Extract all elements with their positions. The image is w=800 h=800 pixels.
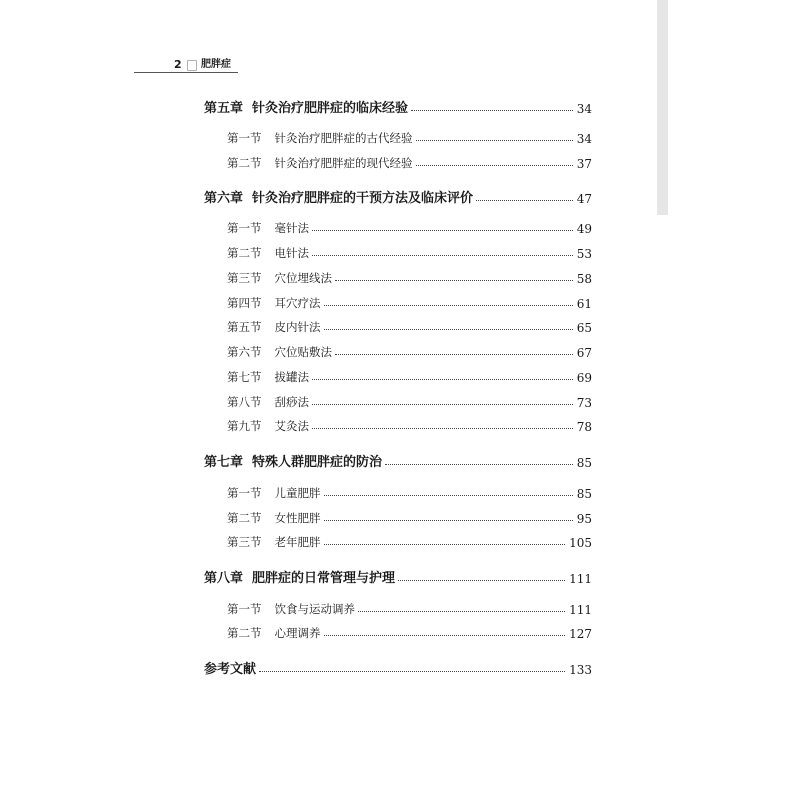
section-number: 第二节 bbox=[227, 511, 262, 525]
toc-section-7-1[interactable] bbox=[227, 481, 592, 501]
toc-section-6-7[interactable] bbox=[227, 365, 592, 385]
dot-leader bbox=[324, 635, 566, 636]
section-number: 第四节 bbox=[227, 296, 262, 310]
section-page: 37 bbox=[576, 157, 592, 171]
chapter-page: 47 bbox=[576, 192, 592, 206]
section-title: 穴位贴敷法 bbox=[274, 345, 332, 359]
dot-leader bbox=[312, 230, 573, 231]
section-page: 69 bbox=[576, 371, 592, 385]
dot-leader bbox=[398, 580, 565, 581]
toc-section-6-8[interactable] bbox=[227, 390, 592, 410]
dot-leader bbox=[312, 255, 573, 256]
page-number: 2 bbox=[174, 58, 182, 71]
section-title: 刮痧法 bbox=[274, 395, 309, 409]
chapter-number: 第五章 bbox=[204, 101, 244, 116]
toc-section-6-2[interactable] bbox=[227, 241, 592, 261]
section-title: 针灸治疗肥胖症的古代经验 bbox=[274, 131, 413, 145]
section-title: 穴位埋线法 bbox=[274, 271, 332, 285]
section-number: 第二节 bbox=[227, 626, 262, 640]
chapter-title: 针灸治疗肥胖症的临床经验 bbox=[252, 101, 409, 116]
header-rule bbox=[134, 72, 238, 73]
dot-leader bbox=[335, 280, 573, 281]
section-title: 女性肥胖 bbox=[274, 511, 321, 525]
section-number: 第一节 bbox=[227, 486, 262, 500]
dot-leader bbox=[324, 329, 573, 330]
references-title: 参考文献 bbox=[204, 662, 257, 677]
toc-section-8-1[interactable] bbox=[227, 597, 592, 617]
toc-section-6-4[interactable] bbox=[227, 291, 592, 311]
dot-leader bbox=[324, 544, 566, 545]
toc-references[interactable] bbox=[204, 657, 592, 677]
dot-leader bbox=[324, 495, 573, 496]
section-page: 95 bbox=[576, 512, 592, 526]
chapter-number: 第六章 bbox=[204, 191, 244, 206]
dot-leader bbox=[259, 671, 565, 672]
chapter-title: 肥胖症的日常管理与护理 bbox=[252, 571, 396, 586]
section-title: 心理调养 bbox=[274, 626, 321, 640]
chapter-number: 第七章 bbox=[204, 455, 244, 470]
toc-section-6-6[interactable] bbox=[227, 340, 592, 360]
chapter-page: 111 bbox=[569, 572, 592, 586]
toc-section-8-2[interactable] bbox=[227, 621, 592, 641]
section-page: 73 bbox=[576, 396, 592, 410]
chapter-number: 第八章 bbox=[204, 571, 244, 586]
section-number: 第一节 bbox=[227, 221, 262, 235]
section-number: 第七节 bbox=[227, 370, 262, 384]
toc-section-7-3[interactable] bbox=[227, 530, 592, 550]
section-page: 49 bbox=[576, 222, 592, 236]
section-title: 电针法 bbox=[274, 246, 309, 260]
toc-chapter-5[interactable] bbox=[204, 96, 592, 116]
section-title: 针灸治疗肥胖症的现代经验 bbox=[274, 156, 413, 170]
section-page: 78 bbox=[576, 420, 592, 434]
running-head-title: 肥胖症 bbox=[201, 59, 231, 70]
section-title: 老年肥胖 bbox=[274, 535, 321, 549]
section-title: 毫针法 bbox=[274, 221, 309, 235]
section-title: 皮内针法 bbox=[274, 320, 321, 334]
dot-leader bbox=[385, 464, 573, 465]
section-page: 67 bbox=[576, 346, 592, 360]
section-number: 第五节 bbox=[227, 320, 262, 334]
dot-leader bbox=[416, 140, 573, 141]
dot-leader bbox=[335, 354, 573, 355]
toc-chapter-8[interactable] bbox=[204, 566, 592, 586]
section-page: 105 bbox=[569, 536, 592, 550]
dot-leader bbox=[324, 305, 573, 306]
section-page: 53 bbox=[576, 247, 592, 261]
running-head bbox=[134, 58, 238, 72]
section-number: 第三节 bbox=[227, 535, 262, 549]
section-title: 儿童肥胖 bbox=[274, 486, 321, 500]
toc-chapter-6[interactable] bbox=[204, 186, 592, 206]
dot-leader bbox=[312, 404, 573, 405]
chapter-title: 针灸治疗肥胖症的干预方法及临床评价 bbox=[252, 191, 474, 206]
dot-leader bbox=[358, 611, 565, 612]
dot-leader bbox=[312, 428, 573, 429]
section-number: 第三节 bbox=[227, 271, 262, 285]
references-page: 133 bbox=[569, 663, 592, 677]
section-page: 85 bbox=[576, 487, 592, 501]
section-page: 58 bbox=[576, 272, 592, 286]
dot-leader bbox=[476, 200, 573, 201]
section-number: 第一节 bbox=[227, 602, 262, 616]
section-number: 第二节 bbox=[227, 156, 262, 170]
chapter-page: 34 bbox=[576, 102, 592, 116]
toc-section-6-3[interactable] bbox=[227, 266, 592, 286]
section-number: 第二节 bbox=[227, 246, 262, 260]
section-title: 耳穴疗法 bbox=[274, 296, 321, 310]
toc-section-5-2[interactable] bbox=[227, 151, 592, 171]
section-title: 拔罐法 bbox=[274, 370, 309, 384]
section-page: 61 bbox=[576, 297, 592, 311]
chapter-page: 85 bbox=[576, 456, 592, 470]
toc-section-5-1[interactable] bbox=[227, 126, 592, 146]
section-title: 艾灸法 bbox=[274, 419, 309, 433]
section-number: 第六节 bbox=[227, 345, 262, 359]
toc-section-6-5[interactable] bbox=[227, 315, 592, 335]
toc-chapter-7[interactable] bbox=[204, 450, 592, 470]
toc-section-6-1[interactable] bbox=[227, 216, 592, 236]
dot-leader bbox=[411, 110, 573, 111]
scrollbar[interactable] bbox=[657, 0, 668, 215]
section-number: 第一节 bbox=[227, 131, 262, 145]
section-title: 饮食与运动调养 bbox=[274, 602, 355, 616]
chapter-title: 特殊人群肥胖症的防治 bbox=[252, 455, 383, 470]
toc-section-7-2[interactable] bbox=[227, 506, 592, 526]
dot-leader bbox=[312, 379, 573, 380]
toc-section-6-9[interactable] bbox=[227, 414, 592, 434]
section-number: 第八节 bbox=[227, 395, 262, 409]
dot-leader bbox=[324, 520, 573, 521]
section-page: 127 bbox=[569, 627, 592, 641]
section-number: 第九节 bbox=[227, 419, 262, 433]
book-mark-icon bbox=[187, 60, 197, 71]
dot-leader bbox=[416, 165, 573, 166]
section-page: 65 bbox=[576, 321, 592, 335]
section-page: 34 bbox=[576, 132, 592, 146]
section-page: 111 bbox=[569, 603, 592, 617]
